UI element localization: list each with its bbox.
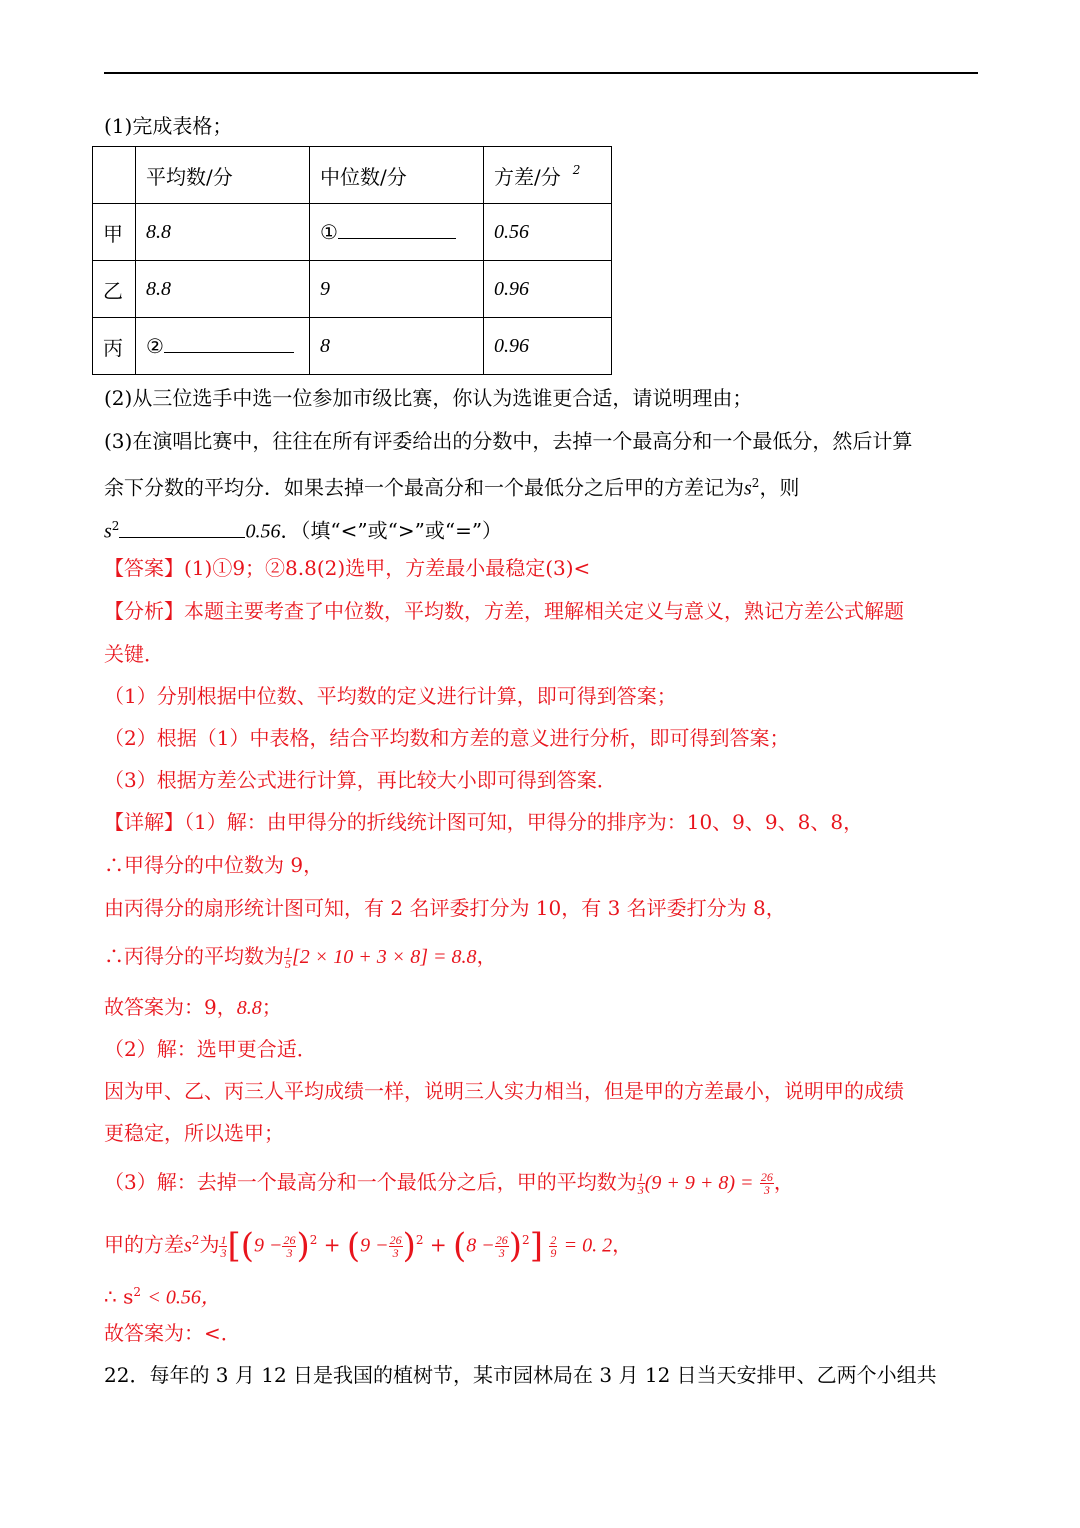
cell-variance: 0.56 (484, 204, 612, 261)
row-name: 乙 (93, 261, 136, 318)
cell-mean-blank: ② (136, 318, 310, 375)
detail-line: 由丙得分的扇形统计图可知，有 2 名评委打分为 10，有 3 名评委打分为 8， (104, 896, 786, 920)
table-row (93, 318, 612, 375)
q3-line2: 余下分数的平均分．如果去掉一个最高分和一个最低分之后甲的方差记为$s^2$，则 (104, 475, 800, 500)
header-cell (93, 147, 136, 204)
cell-variance: 0.96 (484, 261, 612, 318)
q2-text: (2)从三位选手中选一位参加市级比赛，你认为选谁更合适，请说明理由； (104, 386, 753, 410)
table-row (93, 204, 612, 261)
analysis-line: （1）分别根据中位数、平均数的定义进行计算，即可得到答案； (104, 684, 677, 708)
q1-title: (1)完成表格； (104, 114, 233, 138)
cell-mean: 8.8 (136, 204, 310, 261)
analysis-line: 【分析】本题主要考查了中位数，平均数，方差，理解相关定义与意义，熟记方差公式解题 (104, 599, 904, 623)
detail-mean-reduced: （3）解：去掉一个最高分和一个最低分之后，甲的平均数为 $\frac{1}{3}$ (9 + 9 + 8) = $\frac{26}{3}$ ， (104, 1170, 794, 1197)
header-rule (104, 72, 978, 74)
detail-line: 故答案为：9，8.8； (104, 995, 282, 1019)
detail-line: 因为甲、乙、丙三人平均成绩一样，说明三人实力相当，但是甲的方差最小，说明甲的成绩 (104, 1079, 904, 1103)
analysis-line: （2）根据（1）中表格，结合平均数和方差的意义进行分析，即可得到答案； (104, 726, 790, 750)
fraction: $\frac{1}{5}$ (285, 944, 291, 971)
analysis-line: （3）根据方差公式进行计算，再比较大小即可得到答案． (104, 768, 617, 792)
detail-line: ∴甲得分的中位数为 9， (104, 853, 324, 877)
header-cell: 平均数/分 (136, 147, 310, 204)
analysis-line: 关键． (104, 642, 164, 666)
table-row (93, 261, 612, 318)
q3-line3: $s^2$ 0.56．（填“<”或“>”或“=”） (104, 518, 503, 543)
detail-line: 【详解】（1）解：由甲得分的折线统计图可知，甲得分的排序为：10、9、9、8、8， (104, 810, 864, 834)
header-cell: 中位数/分 (310, 147, 484, 204)
detail-line: 故答案为：<． (104, 1321, 241, 1345)
detail-comparison: ∴ $s^2 < 0.56$， (104, 1284, 221, 1309)
row-name: 丙 (93, 318, 136, 375)
detail-line: 更稳定，所以选甲； (104, 1121, 284, 1145)
detail-line: （2）解：选甲更合适． (104, 1037, 317, 1061)
stats-table (92, 146, 612, 375)
table-header-row (93, 147, 612, 204)
cell-median: 8 (310, 318, 484, 375)
detail-variance-formula: 甲的方差$s^2$为 $\frac{1}{3}$ [(9 − $\frac{26}{3}$ )$^2$ + (9 − $\frac{26}{3}$ )$^2$ + (8 − $\frac{26}{3}$ )$^2$] $\frac{2}{9}$ = 0. 2， (104, 1226, 633, 1267)
cell-variance: 0.96 (484, 318, 612, 375)
question-22: 22．每年的 3 月 12 日是我国的植树节，某市园林局在 3 月 12 日当天安排甲、乙两个小组共 (104, 1363, 937, 1387)
q3-line1: (3)在演唱比赛中，往往在所有评委给出的分数中，去掉一个最高分和一个最低分，然后计算 (104, 429, 913, 453)
row-name: 甲 (93, 204, 136, 261)
fraction: $\frac{26}{3}$ (760, 1170, 773, 1197)
fraction: $\frac{1}{3}$ (220, 1232, 227, 1260)
header-cell-variance: 方差/分 $^2$ (484, 147, 612, 204)
answer-line: 【答案】(1)①9；②8.8(2)选甲，方差最小最稳定(3)< (104, 556, 591, 580)
detail-mean-formula: ∴丙得分的平均数为 $\frac{1}{5}$ [2 × 10 + 3 × 8] = 8.8， (104, 944, 497, 971)
cell-median-blank: ① (310, 204, 484, 261)
cell-median: 9 (310, 261, 484, 318)
fraction: $\frac{1}{3}$ (637, 1170, 644, 1197)
cell-mean: 8.8 (136, 261, 310, 318)
